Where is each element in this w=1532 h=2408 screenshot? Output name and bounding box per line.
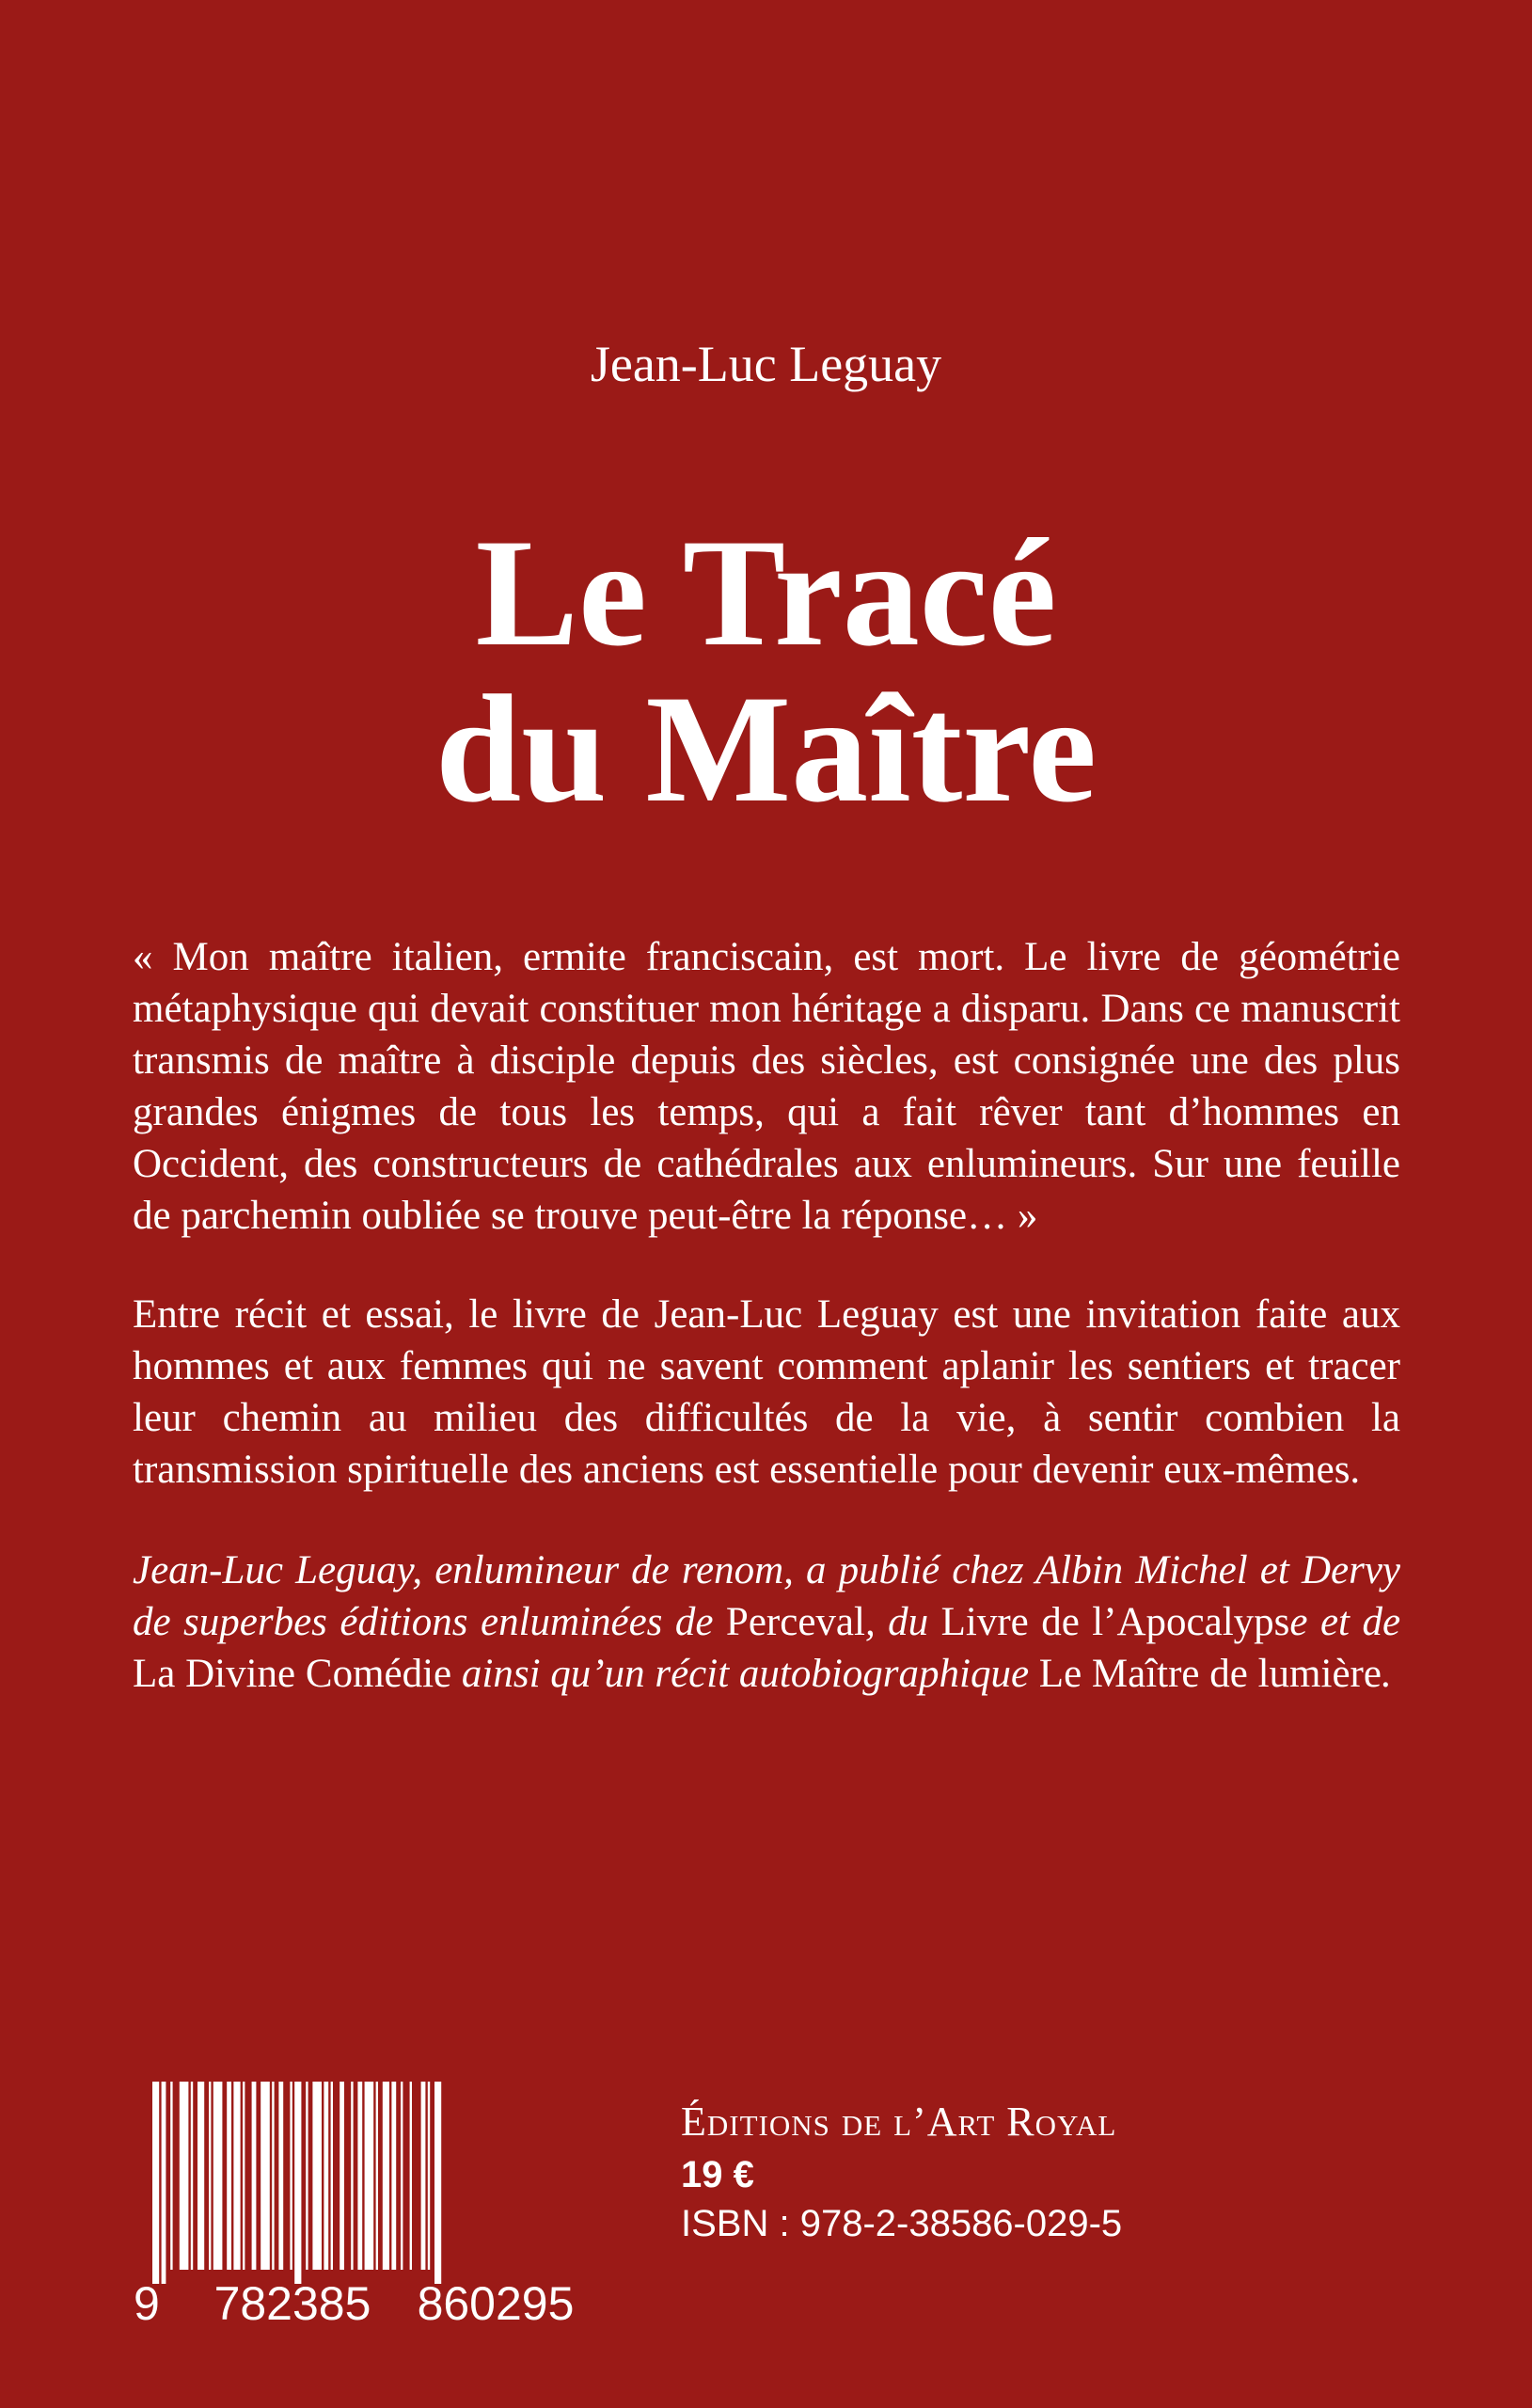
bio-work-perceval: Perceval: [725, 1600, 865, 1644]
barcode-bar: [290, 2082, 292, 2270]
barcode-bar: [233, 2082, 240, 2270]
barcode-bar: [272, 2082, 274, 2270]
bio-text-5: .: [1381, 1652, 1392, 1696]
title-line-1: Le Tracé: [475, 508, 1057, 678]
barcode-bar: [306, 2082, 308, 2270]
barcode-digit-first: 9: [134, 2277, 160, 2330]
price: 19 €: [681, 2154, 754, 2195]
bio-work-apocalypse: Livre de l’Apocalyps: [940, 1600, 1290, 1644]
barcode-bar: [213, 2082, 223, 2270]
barcode-bar: [410, 2082, 412, 2270]
barcode-bar: [331, 2082, 333, 2270]
bio-work-maitre-de-lumiere: Le Maître de lumière: [1038, 1652, 1382, 1696]
barcode-bar: [428, 2082, 430, 2270]
bio-work-divine-comedie: La Divine Comédie: [133, 1652, 452, 1696]
barcode-bar: [180, 2082, 189, 2270]
bio-text-3: e et de: [1289, 1600, 1401, 1644]
barcode-bar: [391, 2082, 396, 2270]
isbn: ISBN : 978-2-38586-029-5: [681, 2203, 1123, 2244]
title-line-2: du Maître: [434, 664, 1097, 834]
barcode-bar: [434, 2082, 441, 2284]
barcode-bar: [294, 2082, 301, 2284]
barcode-bar: [357, 2082, 362, 2270]
imprint: [681, 2096, 1122, 2248]
bio-text-4: ainsi qu’un récit autobiographique: [451, 1652, 1039, 1696]
barcode-bar: [421, 2082, 426, 2270]
author-bio: [133, 1545, 1400, 1700]
blurb-description: Entre récit et essai, le livre de Jean-Luc Leguay est une invitation faite aux hommes et aux femmes qui ne savent comment aplanir les sentiers et tracer leur chemin au milieu des difficultés de la vie, à sentir combien la transmission spirituelle des anciens est essentielle pour devenir eux-mêmes.: [133, 1292, 1400, 1492]
barcode-bar: [243, 2082, 245, 2270]
barcode-bar: [197, 2082, 204, 2270]
barcode-bar: [351, 2082, 353, 2270]
barcode-digits-left: 782385: [213, 2277, 371, 2330]
book-title: [0, 508, 1532, 834]
barcode-bar: [170, 2082, 172, 2270]
barcode-bar: [401, 2082, 403, 2270]
barcode-bar: [312, 2082, 322, 2270]
barcode-bar: [278, 2082, 283, 2270]
barcode-bar: [162, 2082, 166, 2284]
barcode-bars: [152, 2082, 589, 2284]
barcode-bar: [209, 2082, 211, 2270]
barcode-bar: [340, 2082, 344, 2270]
barcode-bar: [252, 2082, 257, 2270]
barcode-bar: [261, 2082, 270, 2270]
barcode: [134, 2082, 589, 2330]
barcode-bar: [376, 2082, 378, 2270]
barcode-bar: [191, 2082, 193, 2270]
bio-text-1: Jean-Luc Leguay, enlumineur de renom, a publié chez Albin Michel et Dervy de superbes éditions enluminées de: [133, 1548, 1400, 1644]
blurb-quote: « Mon maître italien, ermite franciscain, est mort. Le livre de géométrie métaphysique qui devait constituer mon héritage a disparu. Dans ce manuscrit transmis de maître à disciple depuis des siècles, est consignée une des plus grandes énigmes de tous les temps, qui a fait rêver tant d’hommes en Occident, des constructeurs de cathédrales aux enlumineurs. Sur une feuille de parchemin oubliée se trouve peut-être la réponse… »: [133, 935, 1400, 1238]
bio-text-2: , du: [864, 1600, 941, 1644]
barcode-bar: [324, 2082, 328, 2270]
publisher-name: Éditions de l’Art Royal: [681, 2099, 1117, 2145]
barcode-bar: [227, 2082, 231, 2270]
author-name: Jean-Luc Leguay: [590, 336, 942, 392]
barcode-bar: [152, 2082, 159, 2284]
barcode-bar: [383, 2082, 389, 2270]
barcode-bar: [365, 2082, 374, 2270]
barcode-digits-right: 860295: [417, 2277, 575, 2330]
